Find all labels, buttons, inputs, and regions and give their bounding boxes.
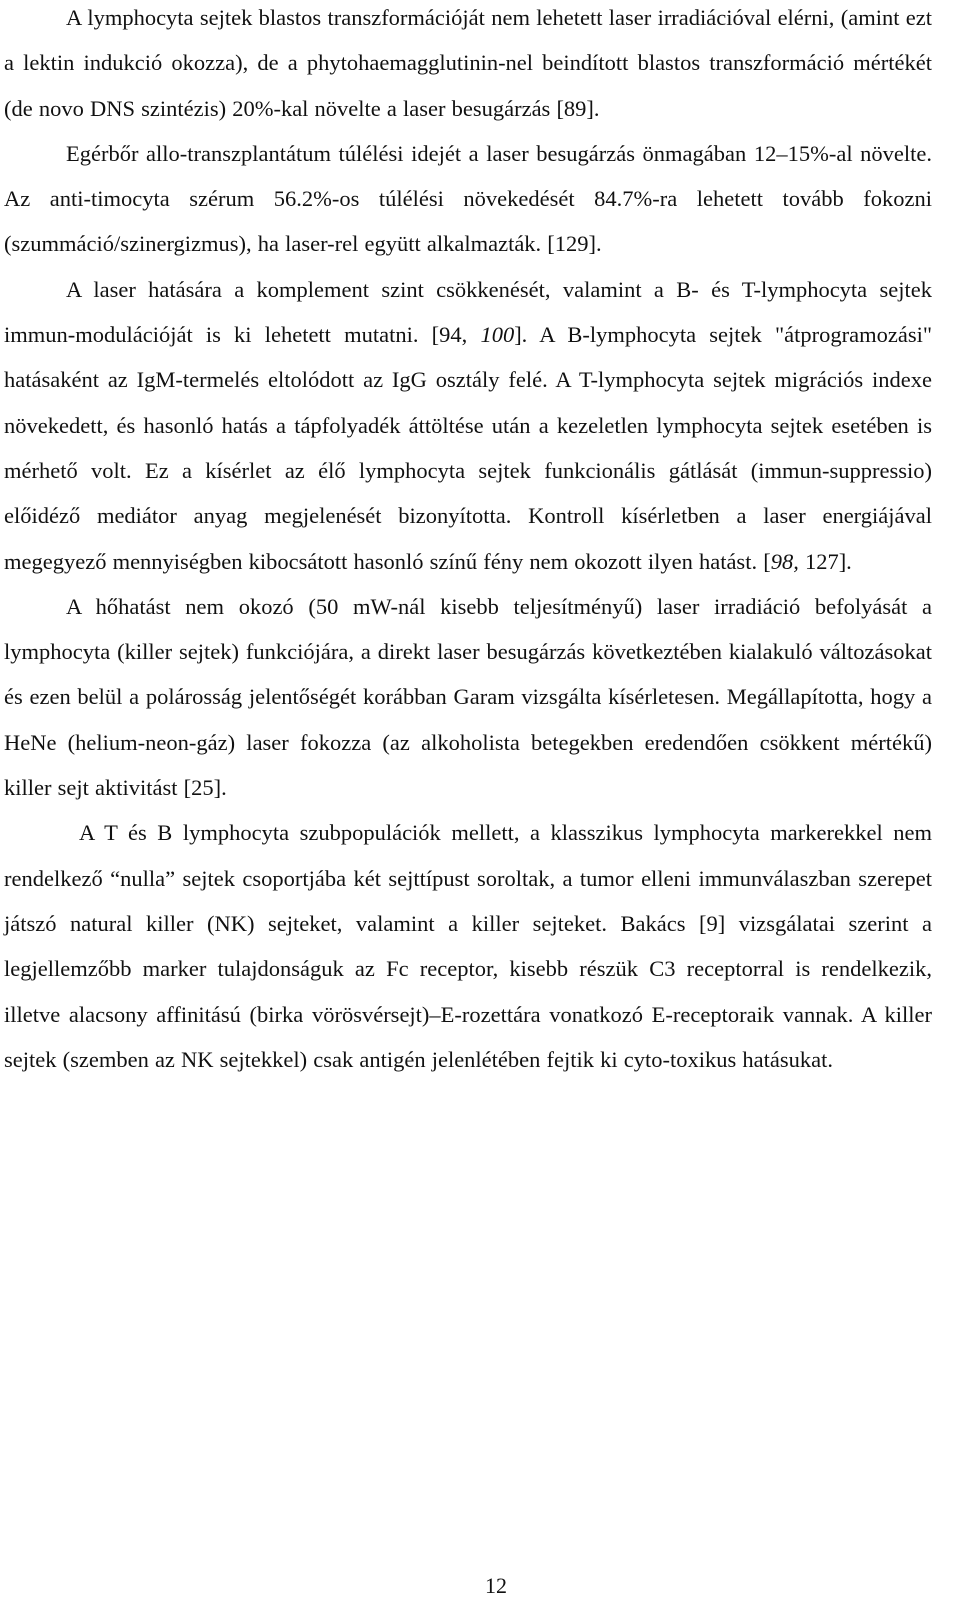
- paragraph-text: A hőhatást nem okozó (50 mW-nál kisebb teljesítményű) laser irradiáció befolyását a lymphocyta (killer sejtek) funkciójára, a direkt laser besugárzás következtében kialakuló változásokat és ezen belül a polárosság jelentőségét korábban Garam vizsgálta kísérletesen. Megállapította, hogy a HeNe (helium-neon-gáz) laser fokozza (az alkoholista betegekben eredendően csökkent mértékű) killer sejt aktivitást [25].: [4, 593, 932, 801]
- citation-italic: 100: [480, 322, 515, 348]
- paragraph-text: A lymphocyta sejtek blastos transzformációját nem lehetett laser irradiációval elérni, (amint ezt a lektin indukció okozza), de a phytohaemagglutinin-nel beindított blastos transzformáció mértékét (de novo DNS szintézis) 20%-kal növelte a laser besugárzás [89].: [4, 5, 932, 121]
- citation-italic: 98,: [770, 548, 799, 574]
- paragraph-lymphocyte-subpopulations: [4, 810, 932, 1082]
- paragraph-text: ]. A B-lymphocyta sejtek "átprogramozási" hatásaként az IgM-termelés eltolódott az IgG osztály felé. A T-lymphocyta sejtek migrációs indexe növekedett, és hasonló hatás a tápfolyadék áttöltése után a kezeletlen lymphocyta sejtek esetében is mérhető volt. Ez a kísérlet az élő lymphocyta sejtek funkcionális gátlását (immun-suppressio) előidéző mediátor anyag megjelenését bizonyította. Kontroll kísérletben a laser energiájával megegyező mennyiségben kibocsátott hasonló színű fény nem okozott ilyen hatást. [: [4, 322, 933, 574]
- paragraph-text: A laser hatására a komplement szint csökkenését, valamint a B- és T-lymphocyta sejtek immun-modulációját is ki lehetett mutatni. [94,: [4, 276, 932, 348]
- page-number: 12: [485, 1573, 507, 1598]
- paragraph-immune-modulation: [4, 267, 932, 584]
- paragraph-text: 127].: [798, 548, 852, 574]
- paragraph-text: Egérbőr allo-transzplantátum túlélési idejét a laser besugárzás önmagában 12–15%-al növelte. Az anti-timocyta szérum 56.2%-os túlélési növekedését 84.7%-ra lehetett tovább fokozni (szummáció/szinergizmus), ha laser-rel együtt alkalmazták. [129].: [4, 140, 932, 257]
- paragraph-allotransplant-survival: [4, 131, 932, 267]
- paragraph-killer-cell-function: [4, 584, 932, 810]
- paragraph-text: A T és B lymphocyta szubpopulációk mellett, a klasszikus lymphocyta markerekkel nem rendelkező “nulla” sejtek csoportjába két sejttípust soroltak, a tumor elleni immunválaszban szerepet játszó natural killer (NK) sejteket, valamint a killer sejteket. Bakács [9] vizsgálatai szerint a legjellemzőbb marker tulajdonságuk az Fc receptor, kisebb részük C3 receptorral is rendelkezik, illetve alacsony affinitású (birka vörösvérsejt)–E-rozettára vonatkozó E-receptoraik vannak. A killer sejtek (szemben az NK sejtekkel) csak antigén jelenlétében fejtik ki cyto-toxikus hatásukat.: [4, 820, 932, 1072]
- paragraph-blastic-transformation: [4, 0, 932, 131]
